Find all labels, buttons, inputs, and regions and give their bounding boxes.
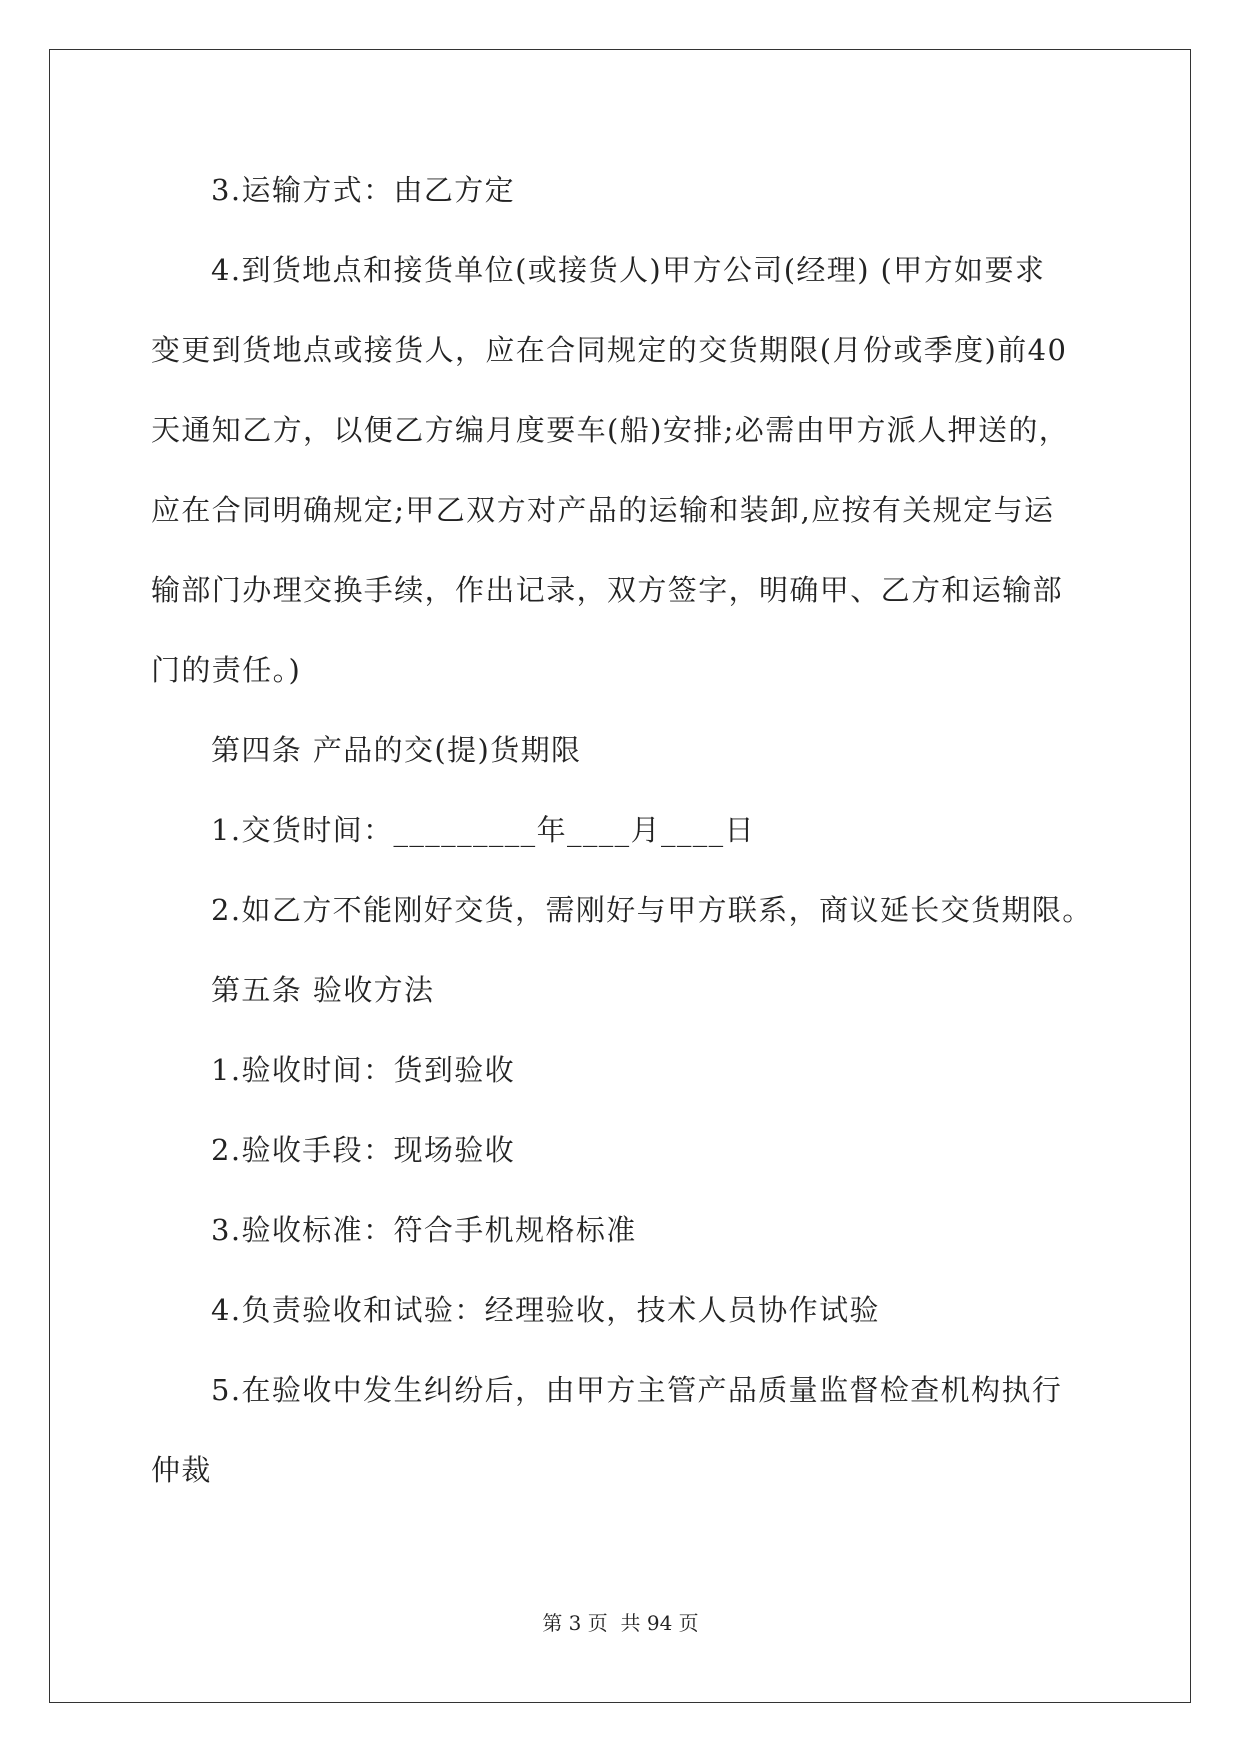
clause-transport-method: 3.运输方式：由乙方定 xyxy=(211,173,516,207)
clause-inspection-responsibility: 4.负责验收和试验：经理验收，技术人员协作试验 xyxy=(211,1293,880,1327)
clause-inspection-time: 1.验收时间：货到验收 xyxy=(211,1053,516,1087)
page-number-footer: 第 3 页 共 94 页 xyxy=(542,1611,699,1635)
clause-delivery-location-line-4: 应在合同明确规定;甲乙双方对产品的运输和装卸,应按有关规定与运 xyxy=(151,493,1055,527)
clause-delivery-time: 1.交货时间：_________年____月____日 xyxy=(211,813,755,847)
article-5-heading: 第五条 验收方法 xyxy=(211,973,435,1007)
clause-delivery-location-line-2: 变更到货地点或接货人，应在合同规定的交货期限(月份或季度)前40 xyxy=(151,333,1068,367)
clause-delivery-location: 4.到货地点和接货单位(或接货人)甲方公司(经理) (甲方如要求 xyxy=(211,253,1046,287)
clause-inspection-means: 2.验收手段：现场验收 xyxy=(211,1133,516,1167)
clause-delivery-extension: 2.如乙方不能刚好交货，需刚好与甲方联系，商议延长交货期限。 xyxy=(211,893,1093,927)
clause-delivery-location-line-6: 门的责任。) xyxy=(151,653,302,687)
clause-delivery-location-line-3: 天通知乙方，以便乙方编月度要车(船)安排;必需由甲方派人押送的， xyxy=(151,413,1070,447)
clause-inspection-standard: 3.验收标准：符合手机规格标准 xyxy=(211,1213,637,1247)
clause-dispute-arbitration: 5.在验收中发生纠纷后，由甲方主管产品质量监督检查机构执行 xyxy=(211,1373,1063,1407)
clause-dispute-arbitration-line-2: 仲裁 xyxy=(151,1453,212,1487)
clause-delivery-location-line-5: 输部门办理交换手续，作出记录，双方签字，明确甲、乙方和运输部 xyxy=(151,573,1064,607)
page-border xyxy=(49,49,1191,1703)
article-4-heading: 第四条 产品的交(提)货期限 xyxy=(211,733,582,767)
